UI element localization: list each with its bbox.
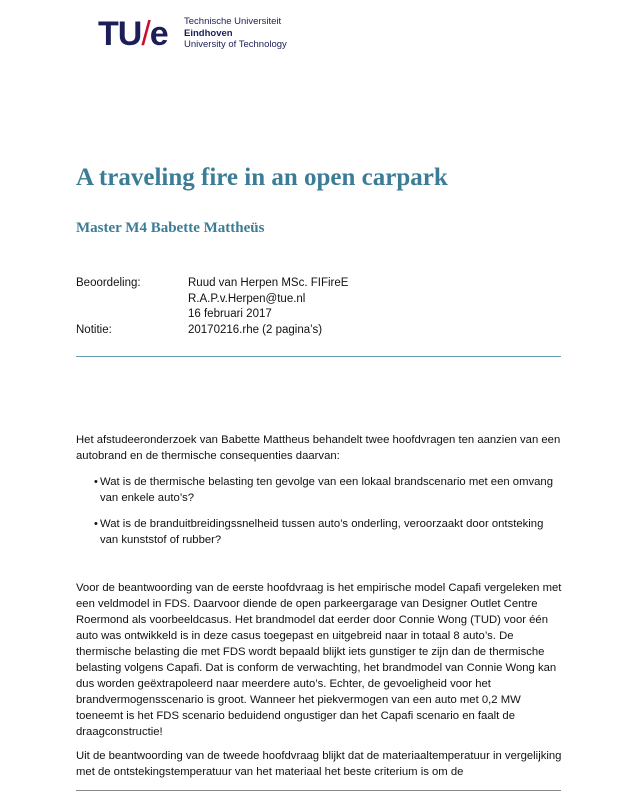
document-title: A traveling fire in an open carpark — [76, 164, 448, 191]
list-item-text: Wat is de branduitbreidingssnelheid tussen auto’s onderling, veroorzaakt door ontsteking van kunststof of rubber? — [100, 518, 544, 546]
logo-text — [184, 16, 287, 51]
document-meta — [76, 276, 348, 338]
logo-mark-tu: TU — [98, 15, 142, 53]
logo-line-3: University of Technology — [184, 39, 287, 50]
paragraph-1: Voor de beantwoording van de eerste hoofdvraag is het empirische model Capafi vergeleken met een veldmodel in FDS. Daarvoor diende de open parkeergarage van Designer Outlet Centre Roermond als voorbeeldcasus. Het brandmodel dat eerder door Connie Wong (TUD) voor één auto was ontwikkeld is in deze casus toegepast en uitgebreid naar in totaal 8 auto’s. De thermische belasting die met FDS wordt bepaald blijkt iets gunstiger te zijn dan de thermische belasting volgens Capafi. Dat is conform de verwachting, het brandmodel van Connie Wong kan dus worden geëxtrapoleerd naar meerdere auto’s. Echter, de gevoeligheid voor het brandvermogensscenario is groot. Wanneer het piekvermogen van een auto met 0,2 MW toeneemt is het FDS scenario beduidend ongustiger dan het Capafi scenario en faalt de draagconstructie! — [76, 582, 562, 738]
logo-mark-e: e — [149, 15, 168, 53]
meta-value: 16 februari 2017 — [188, 308, 272, 320]
meta-row — [76, 276, 348, 292]
question-list — [76, 474, 564, 548]
logo-line-2: Eindhoven — [184, 27, 233, 39]
document-subtitle: Master M4 Babette Mattheüs — [76, 220, 265, 236]
meta-value: Ruud van Herpen MSc. FIFireE — [188, 277, 349, 289]
logo-mark-slash: / — [141, 15, 150, 53]
tue-logo-mark — [98, 14, 168, 54]
meta-row — [76, 292, 348, 308]
meta-row — [76, 307, 348, 323]
header-divider — [76, 356, 561, 357]
meta-key — [76, 307, 188, 323]
bullet-icon: • — [94, 476, 98, 488]
bullet-icon: • — [94, 518, 98, 530]
meta-key — [76, 292, 188, 308]
list-item — [76, 516, 564, 548]
meta-key: Notitie: — [76, 323, 112, 336]
meta-value: 20170216.rhe (2 pagina’s) — [188, 323, 323, 336]
intro-paragraph: Het afstudeeronderzoek van Babette Mattheus behandelt twee hoofdvragen ten aanzien van een autobrand en de thermische consequenties daarvan: — [76, 434, 561, 462]
list-item — [76, 474, 564, 506]
meta-row — [76, 323, 348, 339]
document-body — [76, 432, 564, 780]
footer-divider — [76, 790, 561, 791]
meta-value: R.A.P.v.Herpen@tue.nl — [188, 292, 306, 305]
meta-key: Beoordeling: — [76, 277, 141, 289]
list-item-text: Wat is de thermische belasting ten gevolge van een lokaal brandscenario met een omvang van enkele auto’s? — [100, 476, 553, 504]
logo-line-1: Technische Universiteit — [184, 16, 282, 27]
paragraph-2: Uit de beantwoording van de tweede hoofdvraag blijkt dat de materiaaltemperatuur in vergelijking met de ontstekingstemperatuur van het materiaal het beste criterium is om de — [76, 750, 562, 778]
